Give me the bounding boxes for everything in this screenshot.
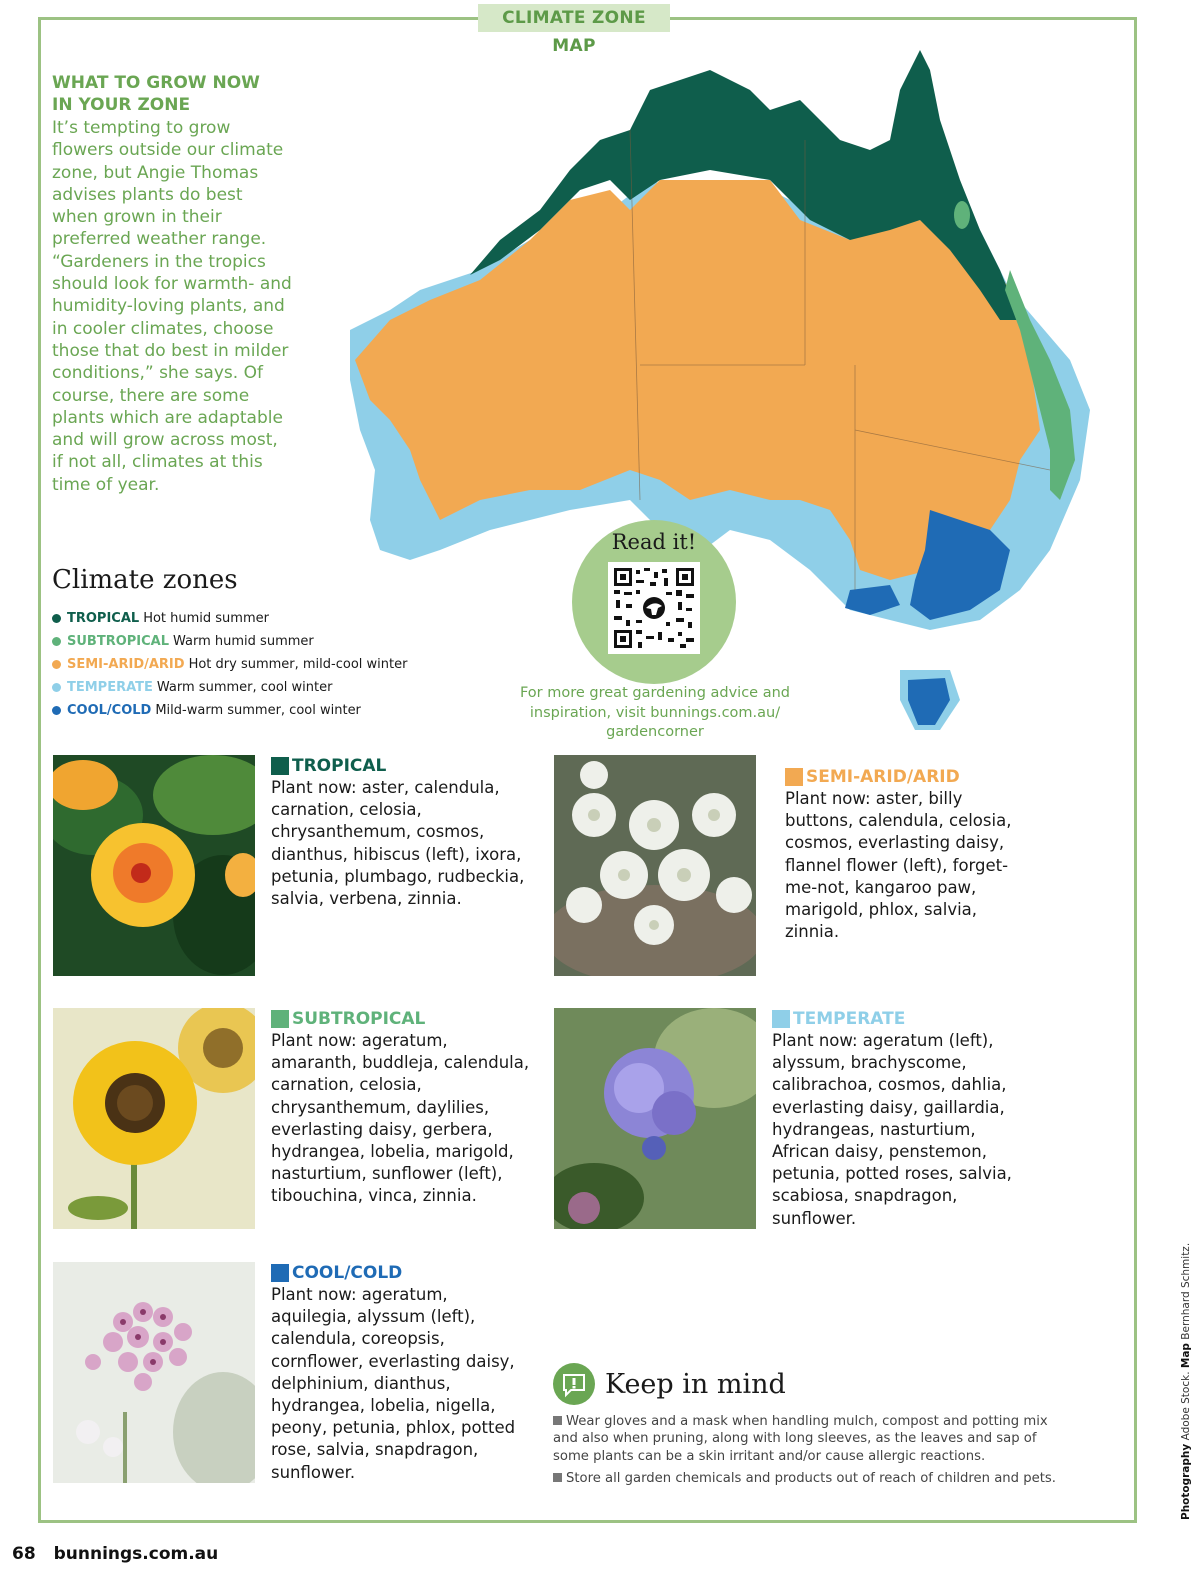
legend-zone-name: SEMI-ARID/ARID [67,657,185,672]
read-it-caption [500,684,810,743]
plant-now-list: Plant now: aster, calendula, carnation, celosia, chrysanthemum, cosmos, dianthus, hibiscus (left), ixora, petunia, plumbago, rudbeckia, salvia, verbena, zinnia. [271,778,525,909]
zone-name: TROPICAL [292,756,387,776]
intro-body: It’s tempting to grow flowers outside our climate zone, but Angie Thomas advises plants do best when grown in their preferred weather range. “Gardeners in the tropics should look for warmth- and humidity-loving plants, and in cooler climates, choose those that do best in milder conditions,” she says. Of course, there are some plants which are adaptable and will grow across most, if not all, climates at this time of year. [52,118,292,495]
zone-heading [271,1262,531,1284]
caption-line: inspiration, visit bunnings.com.au/ [529,704,781,721]
zone-heading [271,755,531,777]
hibiscus-photo [53,755,255,976]
semi-arid-dot-icon [52,660,61,669]
zone-name: TEMPERATE [793,1009,906,1029]
temperate-square-icon [772,1010,790,1028]
speech-bubble-alert-icon [553,1363,595,1405]
legend-zone-desc: Warm humid summer [173,634,314,649]
intro-article [52,72,292,496]
section-title: CLIMATE ZONE MAP [478,4,670,32]
caption-line: For more great gardening advice and [519,685,790,701]
keep-in-mind-text: Store all garden chemicals and products out of reach of children and pets. [566,1470,1056,1486]
flannel-flower-photo [554,755,756,976]
plant-now-list: Plant now: aster, billy buttons, calendula, celosia, cosmos, everlasting daisy, flannel flower (left), forget-me-not, kangaroo paw, marigold, phlox, salvia, zinnia. [785,789,1012,942]
legend-zone-name: COOL/COLD [67,703,152,718]
keep-in-mind-text: Wear gloves and a mask when handling mulch, compost and potting mix and also when pruning, along with long sleeves, as the leaves and sap of some plants can be a skin irritant and/or cause allergic reactions. [553,1414,1048,1464]
ageratum-image [554,1008,756,1229]
temperate-dot-icon [52,683,61,692]
read-it-badge [572,520,736,684]
alyssum-photo [53,1262,255,1483]
read-it-title: Read it! [611,530,697,554]
square-bullet-icon [553,1416,562,1425]
legend-zone-name: TROPICAL [67,611,140,626]
subtropical-square-icon [271,1010,289,1028]
square-bullet-icon [553,1473,562,1482]
caption-line: gardencorner [606,724,704,740]
keep-in-mind-box [553,1362,1073,1492]
intro-heading [52,72,292,116]
hibiscus-image [53,755,255,976]
cool-dot-icon [52,706,61,715]
page-footer [12,1544,218,1564]
legend-zone-desc: Mild-warm summer, cool winter [155,703,361,718]
qr-code-icon [614,568,694,648]
photo-credits [1180,1243,1192,1520]
zone-name: SUBTROPICAL [292,1009,426,1029]
legend-zone-desc: Hot dry summer, mild-cool winter [188,657,408,672]
zone-heading [271,1008,531,1030]
legend-zone-desc: Hot humid summer [143,611,269,626]
zone-name: COOL/COLD [292,1263,403,1283]
intro-heading-line1: WHAT TO GROW NOW [52,73,260,93]
subtropical-dot-icon [52,637,61,646]
keep-in-mind-title: Keep in mind [605,1368,786,1400]
flannel-flower-image [554,755,756,976]
zone-heading [785,766,1035,788]
plant-now-list: Plant now: ageratum, aquilegia, alyssum (left), calendula, coreopsis, cornflower, everlasting daisy, delphinium, dianthus, hydrangea, lobelia, nigella, peony, petunia, phlox, potted rose, salvia, snapdragon, sunflower. [271,1285,516,1482]
qr-code[interactable] [608,562,700,654]
zone-heading [772,1008,1032,1030]
credit-map-value: Bernhard Schmitz. [1180,1242,1192,1340]
frame-rule-right [670,17,1137,20]
keep-in-mind-item [553,1470,1073,1487]
subtropical-patch [954,201,970,229]
keep-in-mind-item [553,1413,1073,1465]
sunflower-photo [53,1008,255,1229]
credit-map-label: Map [1180,1343,1192,1369]
plant-now-list: Plant now: ageratum (left), alyssum, brachyscome, calibrachoa, cosmos, dahlia, everlasting daisy, gaillardia, hydrangeas, nasturtium, African daisy, penstemon, petunia, potted roses, salvia, scabiosa, snapdragon, sunflower. [772,1031,1012,1228]
credit-photo-value: Adobe Stock. [1180,1371,1192,1441]
zone-name: SEMI-ARID/ARID [806,767,960,787]
credit-photo-label: Photography [1180,1443,1192,1520]
alyssum-image [53,1262,255,1483]
ageratum-photo [554,1008,756,1229]
semi-arid-square-icon [785,768,803,786]
plant-now-list: Plant now: ageratum, amaranth, buddleja, calendula, carnation, celosia, chrysanthemum, daylilies, everlasting daisy, gerbera, hydrangea, lobelia, marigold, nasturtium, sunflower (left), tibouchina, vinca, zinnia. [271,1031,530,1206]
cool-square-icon [271,1264,289,1282]
page-number: 68 [12,1544,36,1564]
frame-rule-left [38,17,478,20]
intro-heading-line2: IN YOUR ZONE [52,95,191,115]
tropical-dot-icon [52,614,61,623]
footer-site-link[interactable]: bunnings.com.au [53,1544,219,1564]
legend-zone-desc: Warm summer, cool winter [156,680,333,695]
legend-zone-name: SUBTROPICAL [67,634,170,649]
tropical-square-icon [271,757,289,775]
sunflower-image [53,1008,255,1229]
keep-in-mind-list [553,1413,1073,1487]
legend-zone-name: TEMPERATE [67,680,153,695]
keep-in-mind-header [553,1362,1073,1406]
legend-title: Climate zones [52,565,238,595]
